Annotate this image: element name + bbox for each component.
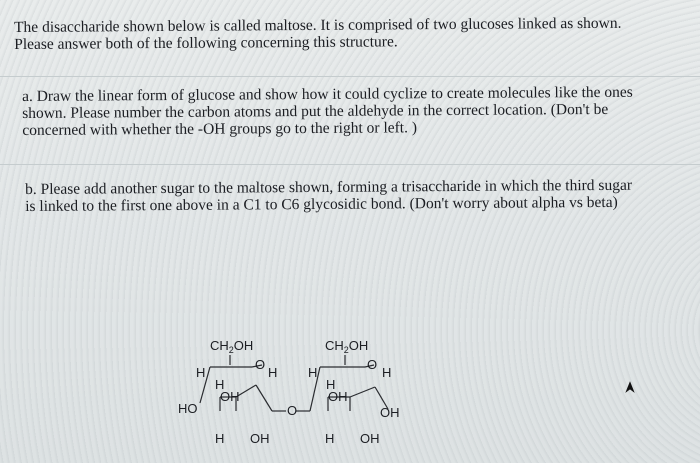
- question-a-line-1: a. Draw the linear form of glucose and show how it could cyclize to create molecules like the ones: [22, 83, 633, 105]
- divider: [0, 76, 700, 77]
- question-b-line-2: is linked to the first one above in a C1 to C6 glycosidic bond. (Don't worry about alpha vs beta): [25, 193, 618, 215]
- question-a-line-3: concerned with whether the -OH groups go to the right or left. ): [22, 119, 418, 139]
- mouse-pointer-icon: [625, 381, 635, 393]
- question-b: [25, 176, 690, 215]
- ring2-oh-c3: OH: [328, 389, 348, 404]
- ring1-ho-c4: HO: [178, 401, 198, 416]
- ring2-ch2oh-label: $CH_2OH$: [325, 338, 369, 355]
- intro-line-2: Please answer both of the following concerning this structure.: [14, 33, 398, 53]
- ring1-h-c4: H: [215, 377, 225, 392]
- ring2-oh-bottom: OH: [360, 431, 380, 446]
- ring1-oh-c3: OH: [220, 389, 240, 404]
- ring2-c2-c1-bond: [350, 387, 375, 397]
- ring1-o-label: O: [255, 357, 266, 372]
- ring1-h-top-right: H: [268, 365, 278, 380]
- ring2-h-c4: H: [326, 377, 336, 392]
- ring1-h-top-left: H: [196, 365, 206, 380]
- intro-paragraph: [14, 14, 694, 53]
- ring2-h-top-left: H: [308, 365, 318, 380]
- ring2-h-top-right: H: [382, 365, 392, 380]
- ring1-ch2oh-label: $CH_2OH$: [210, 338, 254, 355]
- maltose-structure: [160, 325, 440, 455]
- ring2-h-bottom: H: [325, 431, 335, 446]
- ring2-o-label: O: [367, 357, 378, 372]
- question-a: [22, 83, 692, 139]
- glycosidic-o-label: O: [287, 403, 298, 418]
- ring1-right-bond: [256, 385, 272, 411]
- intro-line-1: The disaccharide shown below is called maltose. It is comprised of two glucoses linked as shown.: [14, 14, 622, 36]
- question-b-line-1: b. Please add another sugar to the maltose shown, forming a trisaccharide in which the third sugar: [25, 176, 633, 198]
- ring2-oh-c1: OH: [380, 405, 400, 420]
- ring1-h-bottom: H: [215, 431, 225, 446]
- ring1-oh-bottom: OH: [250, 431, 270, 446]
- question-a-line-2: shown. Please number the carbon atoms and put the aldehyde in the correct location. (Don't be: [22, 100, 609, 122]
- divider: [0, 164, 700, 165]
